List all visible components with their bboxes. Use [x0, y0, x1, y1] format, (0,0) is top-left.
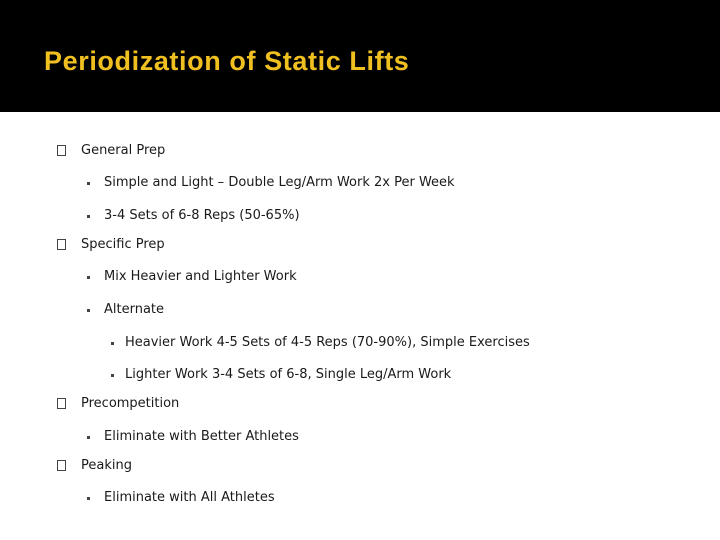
bullet-specific-prep: Specific Prep: [81, 237, 165, 252]
sub-bullet-eliminate-all: Eliminate with All Athletes: [104, 490, 275, 505]
box-bullet-icon: [57, 398, 66, 409]
sub-bullet-mix-work: Mix Heavier and Lighter Work: [104, 269, 297, 284]
box-bullet-icon: [57, 460, 66, 471]
sub-bullet-sets-reps: 3-4 Sets of 6-8 Reps (50-65%): [104, 208, 300, 223]
square-bullet-icon: [111, 374, 114, 377]
square-bullet-icon: [87, 182, 90, 185]
slide-title: Periodization of Static Lifts: [44, 46, 410, 76]
box-bullet-icon: [57, 145, 66, 156]
bullet-precompetition: Precompetition: [81, 396, 180, 411]
sub-bullet-simple-light: Simple and Light – Double Leg/Arm Work 2x Per Week: [104, 175, 455, 190]
square-bullet-icon: [87, 215, 90, 218]
square-bullet-icon: [87, 276, 90, 279]
title-bar: [0, 0, 720, 112]
sub-bullet-eliminate-better: Eliminate with Better Athletes: [104, 429, 299, 444]
square-bullet-icon: [87, 497, 90, 500]
square-bullet-icon: [111, 342, 114, 345]
sub-bullet-alternate: Alternate: [104, 302, 165, 317]
sub-sub-bullet-heavier-work: Heavier Work 4-5 Sets of 4-5 Reps (70-90%), Simple Exercises: [125, 335, 530, 350]
bullet-general-prep: General Prep: [81, 143, 166, 158]
box-bullet-icon: [57, 239, 66, 250]
bullet-peaking: Peaking: [81, 458, 132, 473]
sub-sub-bullet-lighter-work: Lighter Work 3-4 Sets of 6-8, Single Leg/Arm Work: [125, 367, 452, 382]
square-bullet-icon: [87, 436, 90, 439]
square-bullet-icon: [87, 309, 90, 312]
